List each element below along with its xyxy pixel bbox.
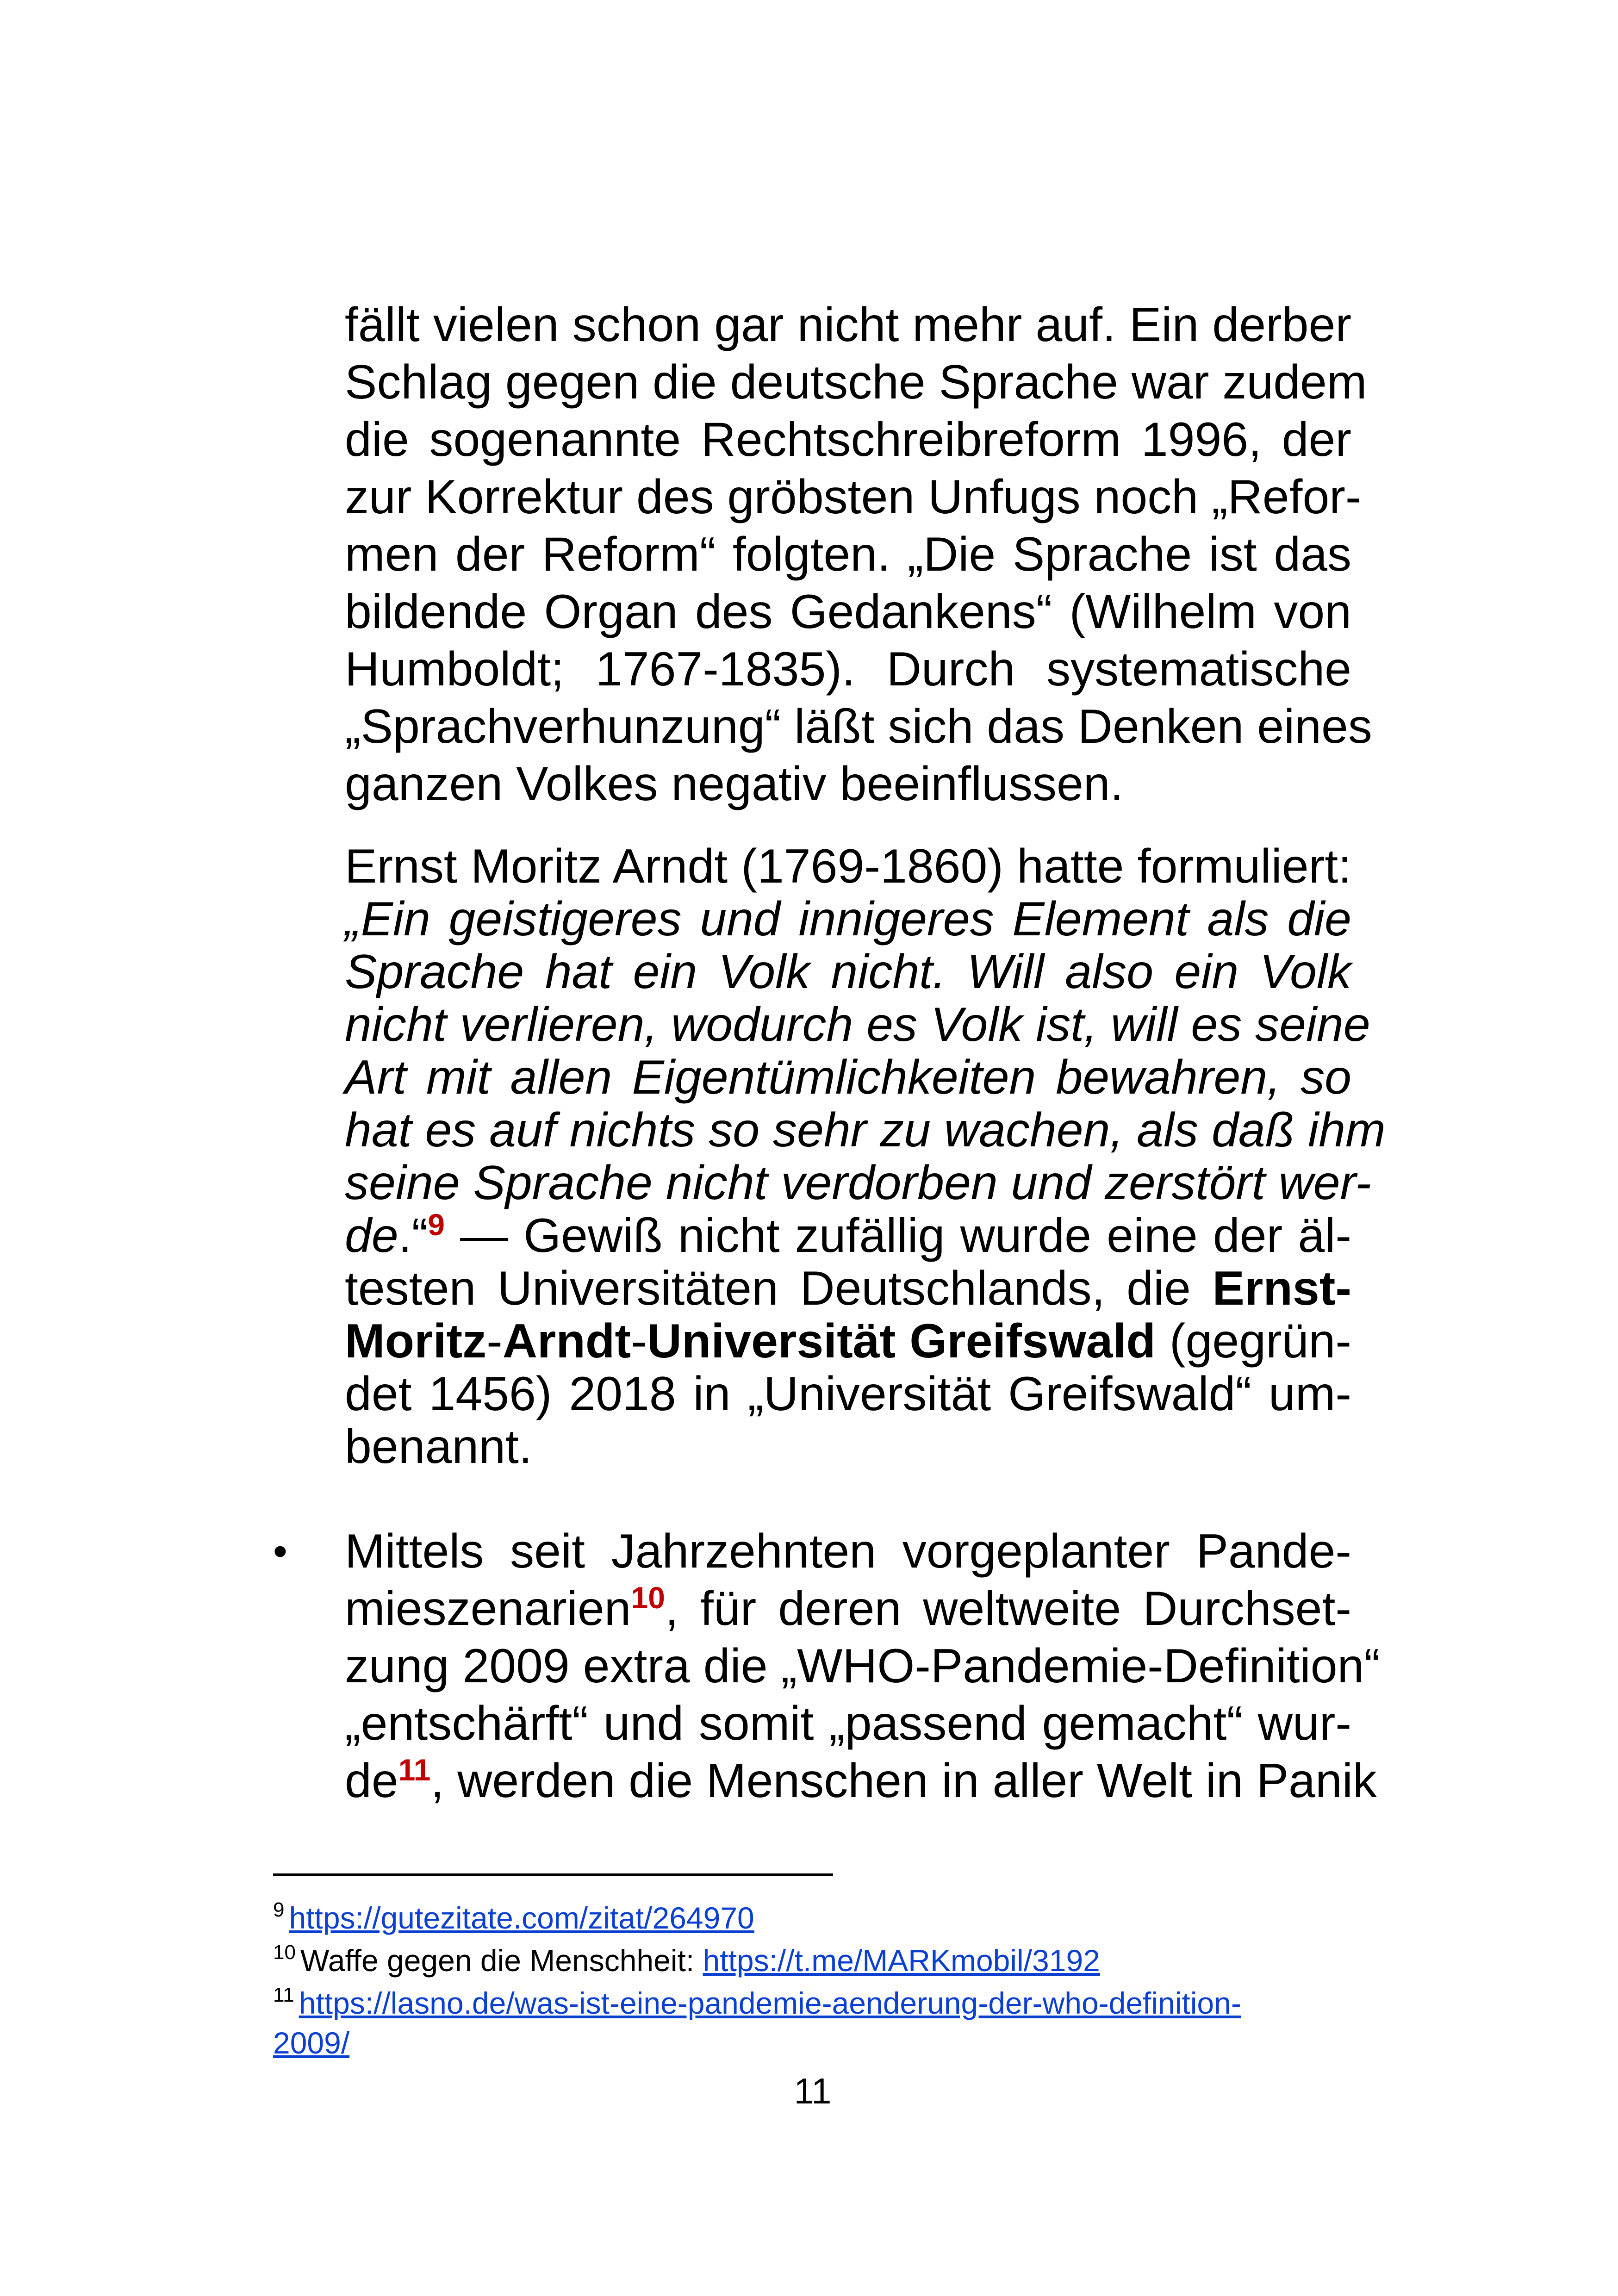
text-line: Mittels seit Jahrzehnten vorgeplanter Pande- (345, 1524, 1351, 1578)
text-line (345, 1580, 1351, 1637)
footnote-number: 10 (273, 1941, 296, 1964)
text-line: zur Korrektur des gröbsten Unfugs noch „Refor- (345, 470, 1362, 524)
text-line: ganzen Volkes negativ beeinflussen. (345, 757, 1124, 811)
university-name-bold: Ernst- (1212, 1262, 1351, 1315)
footnote-11-continued (273, 2022, 349, 2063)
hyphen: - (631, 1314, 647, 1368)
university-name-bold: Moritz (345, 1314, 487, 1368)
text-fragment: mieszenarien (345, 1582, 631, 1636)
footnote-text: Waffe gegen die Menschheit: (300, 1943, 703, 1978)
quote-line: Art mit allen Eigentümlichkeiten bewahren, so (345, 1051, 1351, 1104)
text-line: „entschärft“ und somit „passend gemacht“ wur- (345, 1697, 1351, 1750)
bullet-icon: • (273, 1528, 287, 1574)
footnote-marker-9[interactable]: 9 (428, 1207, 445, 1242)
footnote-number: 11 (273, 1984, 294, 2006)
footnote-10 (273, 1940, 1100, 1981)
text-line: benannt. (345, 1420, 532, 1474)
text-line: det 1456) 2018 in „Universität Greifswald“ um- (345, 1367, 1351, 1421)
footnote-link[interactable]: https://gutezitate.com/zitat/264970 (289, 1901, 754, 1935)
footnote-9 (273, 1898, 754, 1938)
text-line: fällt vielen schon gar nicht mehr auf. Ein derber (345, 298, 1351, 352)
text-line (345, 1207, 1351, 1264)
footnote-marker-10[interactable]: 10 (631, 1580, 665, 1615)
footnote-link[interactable]: https://lasno.de/was-ist-eine-pandemie-aenderung-der-who-definition- (299, 1986, 1241, 2020)
text-line: men der Reform“ folgten. „Die Sprache ist das (345, 528, 1351, 581)
footnote-link[interactable]: https://t.me/MARKmobil/3192 (703, 1943, 1100, 1978)
footnote-11 (273, 1983, 1241, 2023)
text-line: die sogenannte Rechtschreibreform 1996, der (345, 413, 1351, 467)
text-line: zung 2009 extra die „WHO-Pandemie-Definition“ (345, 1639, 1381, 1693)
page-number: 11 (794, 2071, 832, 2111)
quote-end: de (345, 1209, 398, 1263)
quote-line: hat es auf nichts so sehr zu wachen, als daß ihm (345, 1103, 1386, 1157)
quote-line: nicht verlieren, wodurch es Volk ist, will es seine (345, 998, 1370, 1052)
text-line: Schlag gegen die deutsche Sprache war zudem (345, 355, 1367, 409)
university-name-bold: Universität Greifswald (647, 1314, 1156, 1368)
footnote-number: 9 (273, 1898, 285, 1921)
quote-close: .“ (398, 1209, 428, 1263)
text-fragment: de (345, 1754, 398, 1808)
footnote-separator (273, 1873, 833, 1876)
quote-line: „Ein geistigeres und innigeres Element als die (345, 892, 1351, 946)
text-fragment: , für deren weltweite Durchset- (665, 1582, 1351, 1636)
text-fragment: testen Universitäten Deutschlands, die (345, 1262, 1213, 1315)
footnote-marker-11[interactable]: 11 (398, 1753, 431, 1787)
university-name-bold: Arndt (502, 1314, 631, 1368)
footnote-link-continued[interactable]: 2009/ (273, 2026, 350, 2060)
quote-line: seine Sprache nicht verdorben und zerstört wer- (345, 1156, 1371, 1210)
text-line (345, 1752, 1377, 1810)
text-fragment: — Gewiß nicht zufällig wurde eine der äl- (444, 1209, 1351, 1263)
quote-line: Sprache hat ein Volk nicht. Will also ein Volk (345, 945, 1351, 999)
text-fragment: , werden die Menschen in aller Welt in Panik (430, 1754, 1377, 1808)
text-line (345, 1313, 1351, 1370)
text-line (345, 1260, 1351, 1317)
text-line: „Sprachverhunzung“ läßt sich das Denken eines (345, 700, 1372, 753)
text-line: bildende Organ des Gedankens“ (Wilhelm von (345, 585, 1351, 639)
hyphen: - (486, 1314, 503, 1368)
text-line: Humboldt; 1767-1835). Durch systematische (345, 642, 1351, 696)
text-fragment: (gegrün- (1155, 1314, 1351, 1368)
text-line: Ernst Moritz Arndt (1769-1860) hatte formuliert: (345, 840, 1351, 893)
